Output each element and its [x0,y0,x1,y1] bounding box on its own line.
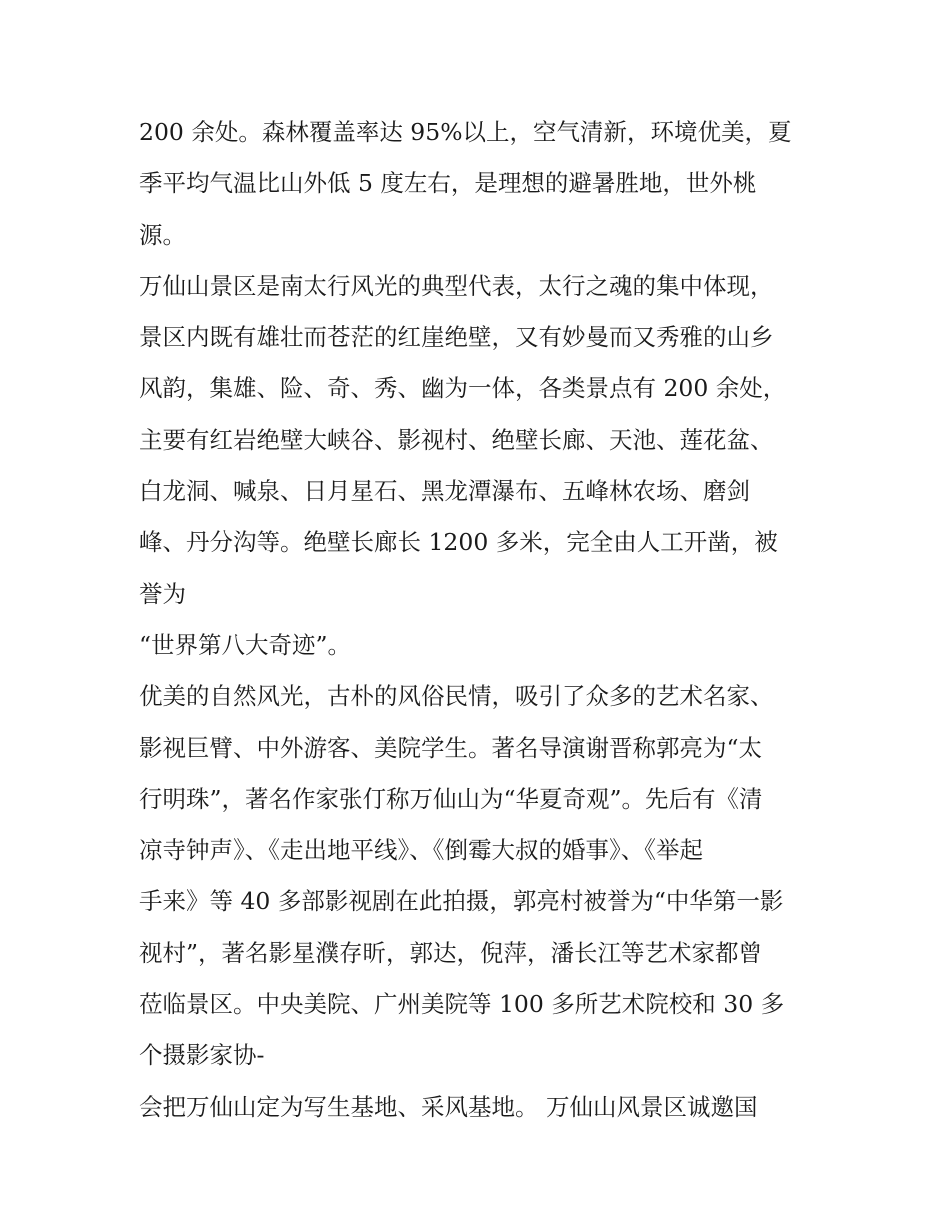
text-line: 誉为 [139,579,186,608]
text-line: 个摄影家协- [139,1041,265,1070]
body-text [139,107,819,1133]
text-line: 视村”，著名影星濮存昕，郭达，倪萍，潘长江等艺术家都曾 [139,938,763,967]
text-line: 源。 [139,220,186,249]
text-line: 主要有红岩绝壁大峡谷、影视村、绝壁长廊、天池、莲花盆、 [139,425,774,454]
text-line: 行明珠”，著名作家张仃称万仙山为“华夏奇观”。先后有《清 [139,784,763,813]
text-line: 优美的自然风光，古朴的风俗民情，吸引了众多的艺术名家、 [139,682,774,711]
text-line: 莅临景区。中央美院、广州美院等 100 多所艺术院校和 30 多 [139,990,785,1019]
text-line: “世界第八大奇迹”。 [139,630,352,659]
text-line: 会把万仙山定为写生基地、采风基地。 万仙山风景区诚邀国 [139,1092,758,1121]
text-line: 白龙洞、喊泉、日月星石、黑龙潭瀑布、五峰林农场、磨剑 [139,477,750,506]
text-line: 风韵，集雄、险、奇、秀、幽为一体，各类景点有 200 余处， [139,374,787,403]
text-line: 影视巨臂、中外游客、美院学生。著名导演谢晋称郭亮为“太 [139,733,763,762]
text-line: 凉寺钟声》、《走出地平线》、《倒霉大叔的婚事》、《举起 [139,836,703,865]
text-line: 200 余处。森林覆盖率达 95%以上，空气清新，环境优美，夏 [139,118,792,146]
text-line: 万仙山景区是南太行风光的典型代表，太行之魂的集中体现， [139,271,774,300]
text-line: 景区内既有雄壮而苍茫的红崖绝壁，又有妙曼而又秀雅的山乡 [139,323,774,352]
text-line: 手来》等 40 多部影视剧在此拍摄，郭亮村被誉为“中华第一影 [139,887,784,916]
text-line: 峰、丹分沟等。绝壁长廊长 1200 多米，完全由人工开凿，被 [139,528,778,557]
text-line: 季平均气温比山外低 5 度左右，是理想的避暑胜地，世外桃 [139,169,757,198]
